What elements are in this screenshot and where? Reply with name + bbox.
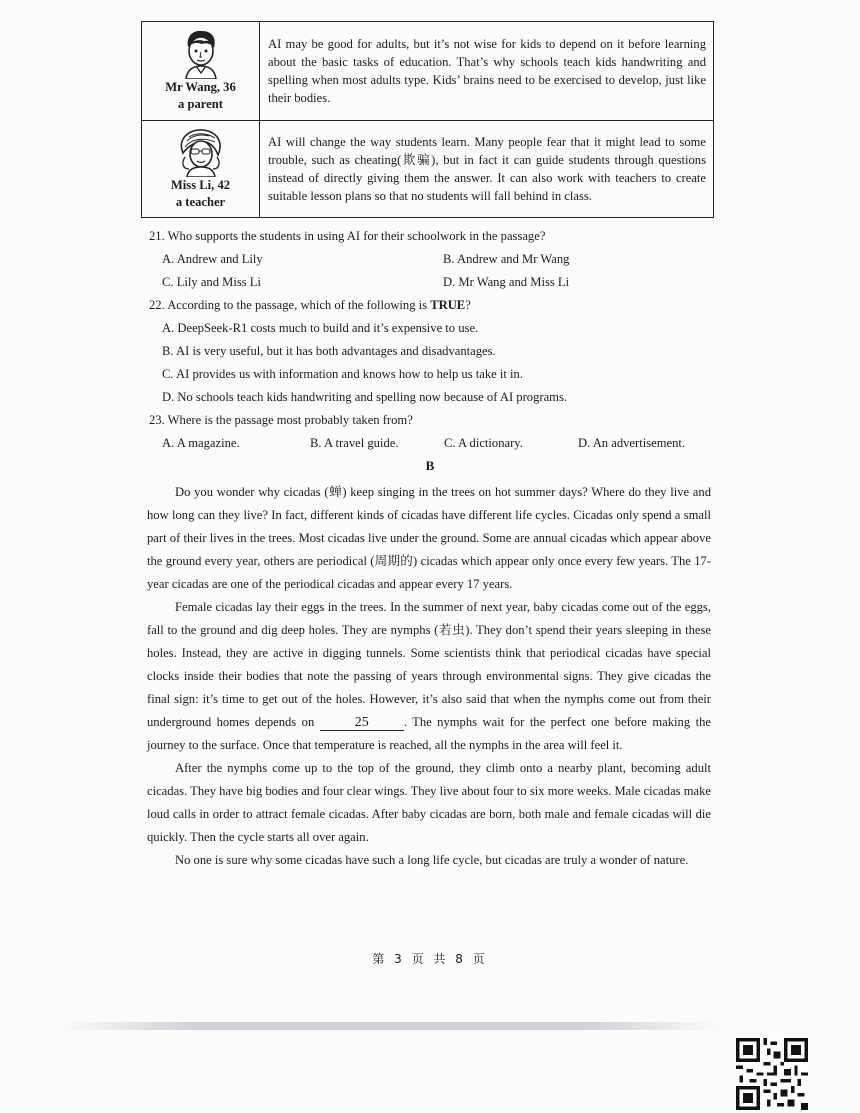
answer-option: D. An advertisement. [578, 436, 686, 450]
answer-option: C. A dictionary. [444, 436, 523, 450]
opinion-person-cell [142, 22, 260, 121]
passage-paragraph: After the nymphs come up to the top of the ground, they climb onto a nearby plant, becoming adult cicadas. They have big bodies and four clear wings. They live about four to six more weeks. Male cicadas make loud calls in order to attract female cicadas. After baby cicadas are born, both male and female cicadas will die quickly. Then the cycle starts all over again. [147, 761, 711, 844]
fill-in-blank: 25 [320, 716, 404, 731]
opinion-text: AI will change the way students learn. Many people fear that it might lead to some trouble, such as cheating(欺骗), but in fact it can guide students through questions instead of directly giving them the answer. It can also work with teachers to create suitable lesson plans so that no students will fall behind in class. [260, 121, 714, 218]
opinion-table [141, 21, 714, 218]
passage-paragraph: Do you wonder why cicadas (蝉) keep singing in the trees on hot summer days? Where do they live and how long can they live? In fact, different kinds of cicadas have different life cycles. Cicadas only spend a small part of their lives in the trees. Most cicadas live under the ground. Some are annual cicadas which appear above the ground every year, others are periodical (周期的) cicadas which appear only once every few years. The 17-year cicadas are one of the periodical cicadas and appear every 17 years. [147, 485, 711, 591]
page-footer: 第 3 页 共 8 页 [372, 952, 488, 966]
answer-option: A. DeepSeek-R1 costs much to build and it’s expensive to use. [162, 321, 479, 335]
answer-option: D. No schools teach kids handwriting and spelling now because of AI programs. [162, 390, 568, 404]
question-stem-text: 22. According to the passage, which of the following is [149, 298, 431, 312]
man-portrait-icon [178, 29, 224, 79]
passage-text: . The nymphs wait for the perfect one before making the journey to the surface. Once that temperature is reached, all the nymphs in the area will feel it. [147, 715, 711, 752]
passage-text: Female cicadas lay their eggs in the trees. In the summer of next year, baby cicadas come out of the eggs, fall to the ground and dig deep holes. They are nymphs (若虫). They don’t spend their years sleeping in these holes. Instead, they are active in digging tunnels. Some scientists think that periodical cicadas have special clocks inside their bodies that note the passing of years through environmental signs. They give cicadas the final sign: it’s time to get out of the holes. However, it’s also said that when the nymphs come out from their underground homes depends on [147, 600, 711, 729]
answer-option: B. Andrew and Mr Wang [443, 252, 570, 266]
answer-option: D. Mr Wang and Miss Li [443, 275, 570, 289]
question-stem: 21. Who supports the students in using AI for their schoolwork in the passage? [149, 229, 546, 243]
question-stem-emphasis: TRUE [430, 298, 466, 312]
answer-option: C. AI provides us with information and knows how to help us take it in. [162, 367, 523, 381]
opinion-person-role: a parent [178, 97, 223, 111]
section-title: B [425, 458, 435, 473]
woman-portrait-icon [171, 127, 231, 177]
passage-paragraph: No one is sure why some cicadas have such a long life cycle, but cicadas are truly a wonder of nature. [175, 853, 689, 867]
answer-option: A. A magazine. [162, 436, 240, 450]
answer-option: B. A travel guide. [310, 436, 399, 450]
opinion-row [142, 22, 714, 121]
opinion-text: AI may be good for adults, but it’s not wise for kids to depend on it before learning about the basic tasks of education. That’s why schools teach kids handwriting and spelling when most adults type. Kids’ brains need to be exercised to develop, just like their bodies. [260, 22, 714, 121]
opinion-row [142, 121, 714, 218]
answer-option: C. Lily and Miss Li [162, 275, 262, 289]
passage-paragraph [147, 596, 711, 757]
opinion-person-name: Mr Wang, 36 [165, 80, 236, 94]
qr-code-icon [736, 1038, 808, 1110]
opinion-person-role: a teacher [175, 195, 226, 209]
reading-passage [147, 481, 711, 872]
question-stem-end: ? [465, 298, 471, 312]
opinion-person-cell [142, 121, 260, 218]
opinion-person-name: Miss Li, 42 [170, 178, 231, 192]
answer-option: B. AI is very useful, but it has both advantages and disadvantages. [162, 344, 496, 358]
question-stem: 23. Where is the passage most probably taken from? [149, 413, 413, 427]
answer-option: A. Andrew and Lily [162, 252, 263, 266]
scan-shadow-bar [60, 1022, 720, 1030]
question-stem [149, 297, 471, 313]
